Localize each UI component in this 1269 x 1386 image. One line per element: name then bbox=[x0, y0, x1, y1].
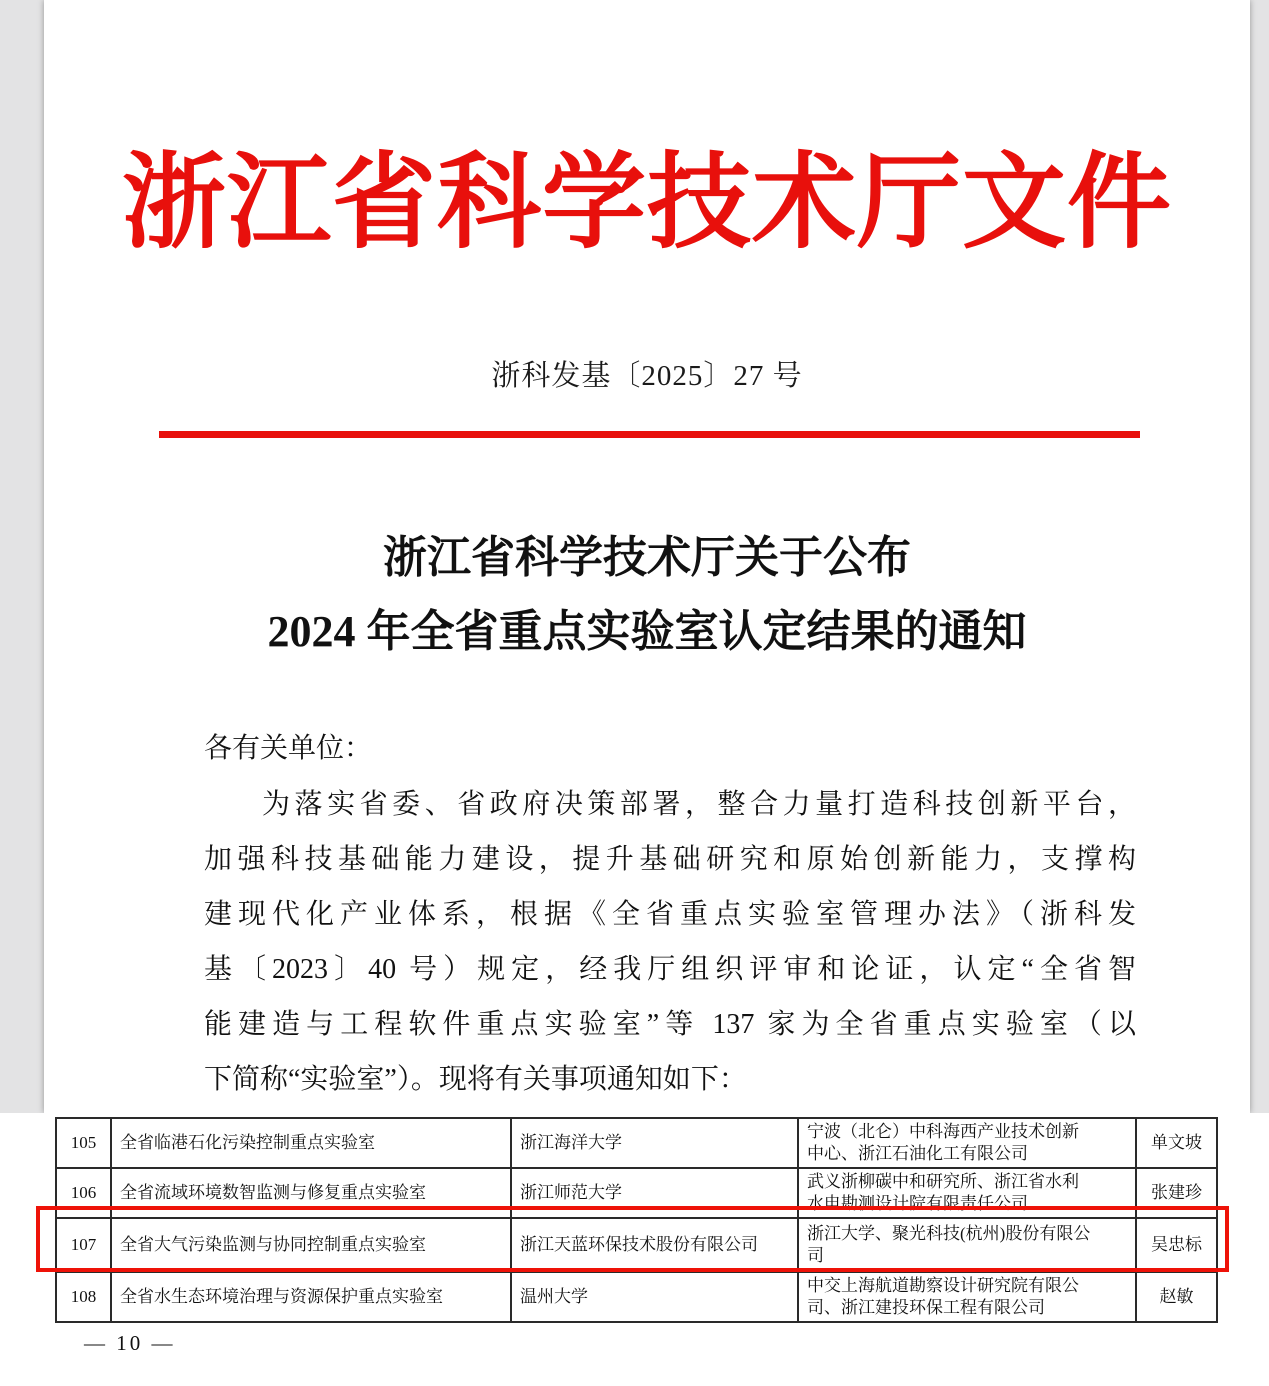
cell-lab: 全省大气污染监测与协同控制重点实验室 bbox=[111, 1218, 511, 1272]
lab-table bbox=[55, 1117, 1218, 1323]
cell-no: 106 bbox=[56, 1168, 111, 1218]
cell-institution: 浙江天蓝环保技术股份有限公司 bbox=[511, 1218, 798, 1272]
notice-title bbox=[44, 521, 1250, 669]
notice-title-line2: 2024 年全省重点实验室认定结果的通知 bbox=[267, 607, 1027, 656]
cell-lab: 全省流域环境数智监测与修复重点实验室 bbox=[111, 1168, 511, 1218]
body-line: 下简称“实验室”）。现将有关事项通知如下： bbox=[204, 1064, 747, 1095]
body-line: 为落实省委、省政府决策部署，整合力量打造科技创新平台， bbox=[262, 789, 1136, 820]
body-line: 基〔2023〕40 号）规定，经我厅组织评审和论证，认定“全省智 bbox=[204, 954, 1136, 985]
cell-institution: 温州大学 bbox=[511, 1272, 798, 1322]
cell-no: 107 bbox=[56, 1218, 111, 1272]
cell-lab: 全省临港石化污染控制重点实验室 bbox=[111, 1118, 511, 1168]
salutation: 各有关单位： bbox=[204, 733, 373, 764]
body-line: 能建造与工程软件重点实验室”等 137 家为全省重点实验室（以 bbox=[204, 1009, 1136, 1040]
cell-director: 吴忠标 bbox=[1136, 1218, 1217, 1272]
cell-institution: 浙江师范大学 bbox=[511, 1168, 798, 1218]
notice-title-line1: 浙江省科学技术厅关于公布 bbox=[383, 533, 911, 582]
cell-partners: 宁波（北仑）中科海西产业技术创新 中心、浙江石油化工有限公司 bbox=[798, 1118, 1136, 1168]
body-line: 建现代化产业体系，根据《全省重点实验室管理办法》（浙科发 bbox=[204, 899, 1136, 930]
cell-no: 108 bbox=[56, 1272, 111, 1322]
cell-director: 张建珍 bbox=[1136, 1168, 1217, 1218]
body-line: 加强科技基础能力建设，提升基础研究和原始创新能力，支撑构 bbox=[204, 844, 1136, 875]
agency-header-title: 浙江省科学技术厅文件 bbox=[121, 146, 1172, 261]
table-row-105 bbox=[56, 1118, 1217, 1168]
page-number: — 10 — bbox=[84, 1331, 176, 1355]
cell-director: 单文坡 bbox=[1136, 1118, 1217, 1168]
cell-partners: 浙江大学、聚光科技(杭州)股份有限公 司 bbox=[798, 1218, 1136, 1272]
table-row-107 bbox=[56, 1218, 1217, 1272]
cell-partners: 中交上海航道勘察设计研究院有限公 司、浙江建投环保工程有限公司 bbox=[798, 1272, 1136, 1322]
cell-partners: 武义浙柳碳中和研究所、浙江省水利 水电勘测设计院有限责任公司 bbox=[798, 1168, 1136, 1218]
table-row-108 bbox=[56, 1272, 1217, 1322]
lab-table-body bbox=[56, 1118, 1217, 1322]
cell-lab: 全省水生态环境治理与资源保护重点实验室 bbox=[111, 1272, 511, 1322]
document-number: 浙科发基〔2025〕27 号 bbox=[491, 360, 803, 392]
cell-director: 赵敏 bbox=[1136, 1272, 1217, 1322]
table-row-106 bbox=[56, 1168, 1217, 1218]
red-divider-line bbox=[159, 431, 1140, 438]
body-paragraph bbox=[204, 777, 1136, 1107]
table-section bbox=[0, 1113, 1269, 1386]
document-page bbox=[44, 0, 1250, 1113]
cell-no: 105 bbox=[56, 1118, 111, 1168]
cell-institution: 浙江海洋大学 bbox=[511, 1118, 798, 1168]
